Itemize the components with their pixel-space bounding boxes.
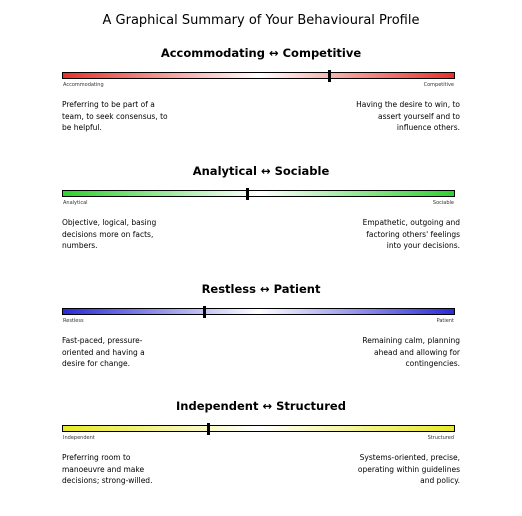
right-description: Having the desire to win, to assert yourself and to influence others. — [356, 100, 460, 132]
scale-left-label: Independent — [63, 435, 95, 441]
scale-bar — [62, 425, 455, 432]
scale-right-label: Competitive — [423, 82, 454, 88]
scale-marker — [207, 423, 210, 435]
left-description: Preferring room to manoeuvre and make decisions; strong-willed. — [62, 453, 153, 485]
scale-right-label: Sociable — [432, 200, 454, 206]
right-description: Empathetic, outgoing and factoring others' feelings into your decisions. — [362, 218, 460, 250]
right-description: Systems-oriented, precise, operating within guidelines and policy. — [357, 453, 460, 485]
left-description: Objective, logical, basing decisions more on facts, numbers. — [62, 218, 157, 250]
scale-left-label: Restless — [63, 318, 84, 324]
scale-marker — [203, 306, 206, 318]
scale-left-label: Analytical — [63, 200, 88, 206]
profile-section-analytical-sociable — [0, 164, 522, 281]
left-description: Preferring to be part of a team, to seek consensus, to be helpful. — [62, 100, 168, 132]
right-description: Remaining calm, planning ahead and allowing for contingencies. — [362, 336, 460, 368]
section-title: Restless ↔ Patient — [201, 282, 321, 296]
profile-section-accommodating-competitive — [0, 46, 522, 163]
profile-section-independent-structured — [0, 399, 522, 516]
scale-bar — [62, 308, 455, 315]
left-description: Fast-paced, pressure- oriented and having a desire for change. — [62, 336, 145, 368]
scale-left-label: Accommodating — [63, 82, 104, 88]
scale-marker — [328, 70, 331, 82]
scale-right-label: Patient — [436, 318, 454, 324]
section-title: Independent ↔ Structured — [176, 399, 346, 413]
profile-section-restless-patient — [0, 282, 522, 399]
scale-bar — [62, 72, 455, 79]
scale-bar — [62, 190, 455, 197]
section-title: Analytical ↔ Sociable — [192, 164, 330, 178]
scale-marker — [246, 188, 249, 200]
scale-right-label: Structured — [427, 435, 454, 441]
page-title: A Graphical Summary of Your Behavioural Profile — [102, 13, 420, 28]
section-title: Accommodating ↔ Competitive — [160, 46, 362, 60]
